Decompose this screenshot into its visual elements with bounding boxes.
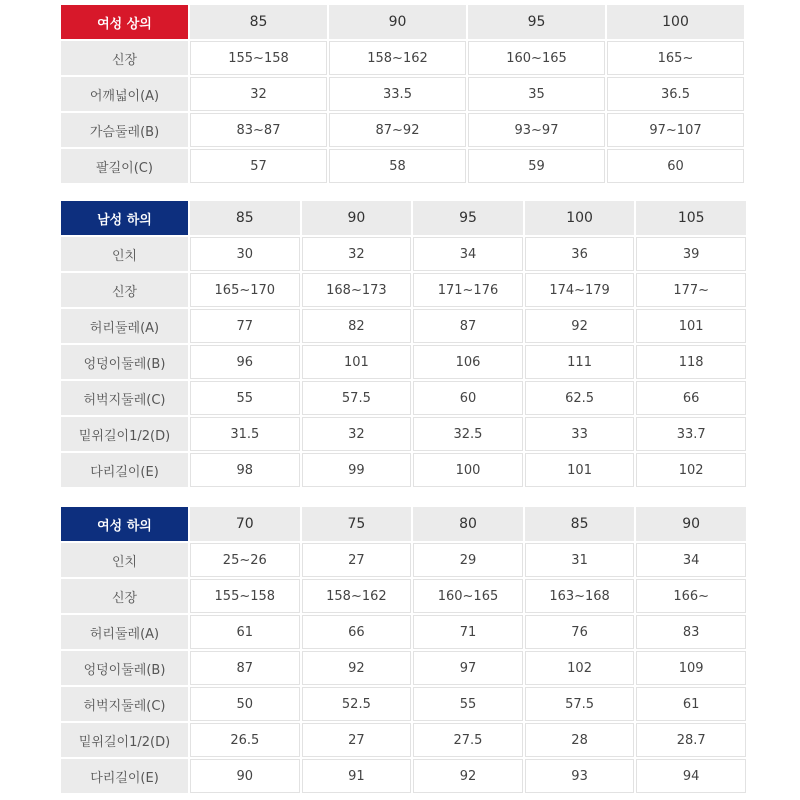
measurement-row xyxy=(61,113,744,147)
measurement-cell: 66 xyxy=(302,615,412,649)
measurement-cell: 57 xyxy=(190,149,327,183)
measurement-cell: 55 xyxy=(413,687,523,721)
measurement-cell: 160~165 xyxy=(413,579,523,613)
measurement-cell: 163~168 xyxy=(525,579,635,613)
measurement-cell: 101 xyxy=(525,453,635,487)
measurement-cell: 28.7 xyxy=(636,723,746,757)
measurement-cell: 76 xyxy=(525,615,635,649)
measurement-cell: 77 xyxy=(190,309,300,343)
measurement-cell: 52.5 xyxy=(302,687,412,721)
row-label: 밑위길이1/2(D) xyxy=(61,723,188,757)
measurement-cell: 57.5 xyxy=(302,381,412,415)
measurement-cell: 87~92 xyxy=(329,113,466,147)
measurement-cell: 31.5 xyxy=(190,417,300,451)
measurement-row xyxy=(61,579,746,613)
measurement-cell: 87 xyxy=(190,651,300,685)
size-header-cell: 100 xyxy=(525,201,635,235)
measurement-cell: 36.5 xyxy=(607,77,744,111)
size-header-row xyxy=(61,5,744,39)
row-label: 인치 xyxy=(61,543,188,577)
size-header-cell: 90 xyxy=(329,5,466,39)
measurement-cell: 82 xyxy=(302,309,412,343)
row-label: 인치 xyxy=(61,237,188,271)
measurement-cell: 27 xyxy=(302,723,412,757)
measurement-cell: 62.5 xyxy=(525,381,635,415)
measurement-cell: 27.5 xyxy=(413,723,523,757)
measurement-row xyxy=(61,543,746,577)
row-label: 가슴둘레(B) xyxy=(61,113,188,147)
measurement-cell: 33.5 xyxy=(329,77,466,111)
size-header-cell: 95 xyxy=(413,201,523,235)
size-header-cell: 90 xyxy=(636,507,746,541)
row-label: 허벅지둘레(C) xyxy=(61,687,188,721)
measurement-cell: 160~165 xyxy=(468,41,605,75)
table-title: 남성 하의 xyxy=(61,201,188,235)
measurement-cell: 39 xyxy=(636,237,746,271)
measurement-cell: 166~ xyxy=(636,579,746,613)
row-label: 밑위길이1/2(D) xyxy=(61,417,188,451)
measurement-row xyxy=(61,309,746,343)
measurement-cell: 168~173 xyxy=(302,273,412,307)
measurement-cell: 57.5 xyxy=(525,687,635,721)
measurement-cell: 83~87 xyxy=(190,113,327,147)
measurement-cell: 96 xyxy=(190,345,300,379)
measurement-cell: 32 xyxy=(302,237,412,271)
size-header-cell: 85 xyxy=(190,201,300,235)
measurement-cell: 177~ xyxy=(636,273,746,307)
measurement-row xyxy=(61,345,746,379)
measurement-cell: 33 xyxy=(525,417,635,451)
measurement-cell: 97 xyxy=(413,651,523,685)
measurement-row xyxy=(61,77,744,111)
measurement-cell: 35 xyxy=(468,77,605,111)
row-label: 다리길이(E) xyxy=(61,759,188,793)
measurement-cell: 60 xyxy=(607,149,744,183)
row-label: 허리둘레(A) xyxy=(61,309,188,343)
measurement-cell: 94 xyxy=(636,759,746,793)
table-title: 여성 하의 xyxy=(61,507,188,541)
row-label: 신장 xyxy=(61,41,188,75)
size-header-cell: 75 xyxy=(302,507,412,541)
measurement-cell: 25~26 xyxy=(190,543,300,577)
measurement-cell: 32.5 xyxy=(413,417,523,451)
measurement-cell: 106 xyxy=(413,345,523,379)
measurement-cell: 34 xyxy=(636,543,746,577)
measurement-cell: 58 xyxy=(329,149,466,183)
measurement-cell: 109 xyxy=(636,651,746,685)
measurement-row xyxy=(61,687,746,721)
row-label: 어깨넓이(A) xyxy=(61,77,188,111)
measurement-cell: 26.5 xyxy=(190,723,300,757)
size-header-cell: 90 xyxy=(302,201,412,235)
size-header-row xyxy=(61,201,746,235)
measurement-cell: 91 xyxy=(302,759,412,793)
measurement-cell: 92 xyxy=(525,309,635,343)
table-title: 여성 상의 xyxy=(61,5,188,39)
measurement-cell: 165~170 xyxy=(190,273,300,307)
measurement-cell: 155~158 xyxy=(190,41,327,75)
measurement-row xyxy=(61,237,746,271)
measurement-cell: 66 xyxy=(636,381,746,415)
measurement-cell: 61 xyxy=(190,615,300,649)
measurement-cell: 61 xyxy=(636,687,746,721)
measurement-cell: 158~162 xyxy=(329,41,466,75)
measurement-cell: 55 xyxy=(190,381,300,415)
size-header-cell: 85 xyxy=(525,507,635,541)
size-header-cell: 70 xyxy=(190,507,300,541)
row-label: 다리길이(E) xyxy=(61,453,188,487)
measurement-cell: 99 xyxy=(302,453,412,487)
measurement-cell: 32 xyxy=(302,417,412,451)
measurement-row xyxy=(61,149,744,183)
row-label: 허벅지둘레(C) xyxy=(61,381,188,415)
size-header-cell: 100 xyxy=(607,5,744,39)
row-label: 허리둘레(A) xyxy=(61,615,188,649)
measurement-cell: 174~179 xyxy=(525,273,635,307)
measurement-cell: 71 xyxy=(413,615,523,649)
measurement-cell: 93~97 xyxy=(468,113,605,147)
measurement-cell: 101 xyxy=(636,309,746,343)
size-header-cell: 85 xyxy=(190,5,327,39)
measurement-cell: 93 xyxy=(525,759,635,793)
measurement-cell: 92 xyxy=(413,759,523,793)
measurement-cell: 32 xyxy=(190,77,327,111)
measurement-cell: 100 xyxy=(413,453,523,487)
measurement-cell: 92 xyxy=(302,651,412,685)
measurement-cell: 30 xyxy=(190,237,300,271)
measurement-cell: 33.7 xyxy=(636,417,746,451)
row-label: 신장 xyxy=(61,579,188,613)
measurement-cell: 102 xyxy=(636,453,746,487)
measurement-row xyxy=(61,453,746,487)
measurement-cell: 101 xyxy=(302,345,412,379)
measurement-cell: 60 xyxy=(413,381,523,415)
size-header-cell: 95 xyxy=(468,5,605,39)
measurement-cell: 118 xyxy=(636,345,746,379)
measurement-cell: 158~162 xyxy=(302,579,412,613)
measurement-row xyxy=(61,273,746,307)
measurement-cell: 90 xyxy=(190,759,300,793)
measurement-cell: 27 xyxy=(302,543,412,577)
measurement-cell: 34 xyxy=(413,237,523,271)
measurement-cell: 97~107 xyxy=(607,113,744,147)
measurement-cell: 155~158 xyxy=(190,579,300,613)
measurement-cell: 36 xyxy=(525,237,635,271)
measurement-cell: 98 xyxy=(190,453,300,487)
measurement-row xyxy=(61,759,746,793)
measurement-cell: 31 xyxy=(525,543,635,577)
measurement-cell: 111 xyxy=(525,345,635,379)
men-bottoms-size-table xyxy=(59,199,748,489)
measurement-row xyxy=(61,381,746,415)
women-bottoms-size-table xyxy=(59,505,748,795)
measurement-cell: 28 xyxy=(525,723,635,757)
measurement-cell: 165~ xyxy=(607,41,744,75)
measurement-row xyxy=(61,723,746,757)
women-tops-size-table xyxy=(59,3,746,185)
measurement-cell: 87 xyxy=(413,309,523,343)
measurement-cell: 83 xyxy=(636,615,746,649)
measurement-cell: 171~176 xyxy=(413,273,523,307)
measurement-cell: 59 xyxy=(468,149,605,183)
size-header-cell: 105 xyxy=(636,201,746,235)
measurement-row xyxy=(61,651,746,685)
row-label: 신장 xyxy=(61,273,188,307)
measurement-cell: 102 xyxy=(525,651,635,685)
row-label: 엉덩이둘레(B) xyxy=(61,345,188,379)
row-label: 팔길이(C) xyxy=(61,149,188,183)
measurement-row xyxy=(61,615,746,649)
measurement-row xyxy=(61,41,744,75)
measurement-cell: 29 xyxy=(413,543,523,577)
size-header-cell: 80 xyxy=(413,507,523,541)
size-header-row xyxy=(61,507,746,541)
measurement-cell: 50 xyxy=(190,687,300,721)
measurement-row xyxy=(61,417,746,451)
row-label: 엉덩이둘레(B) xyxy=(61,651,188,685)
